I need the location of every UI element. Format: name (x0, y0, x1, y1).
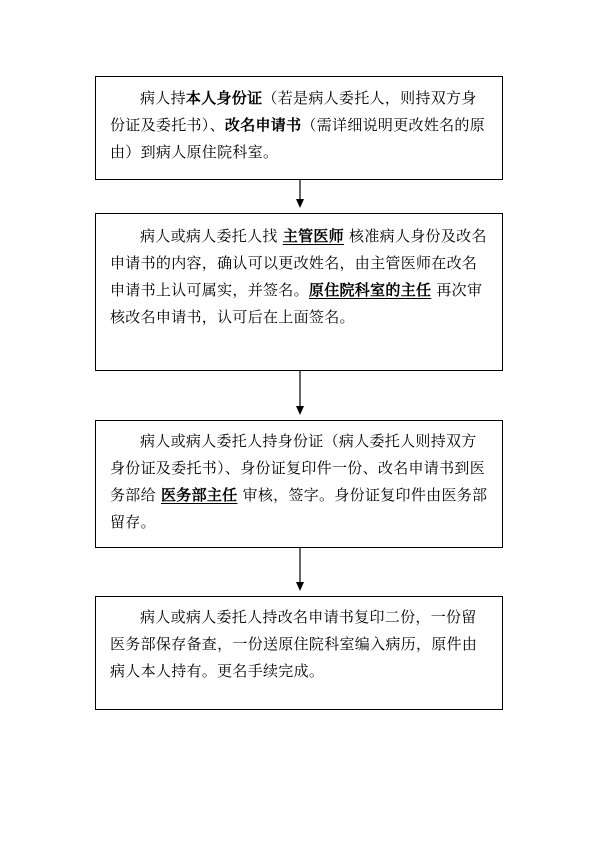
step-1-bold-rename-form: 改名申请书 (224, 116, 302, 134)
step-box-2 (95, 213, 503, 371)
step-2-department-director: 原住院科室的主任 (308, 281, 432, 299)
step-3-medical-director: 医务部主任 (160, 486, 238, 504)
step-box-4 (95, 596, 503, 710)
step-1-seg-0: 病人持 (140, 89, 186, 107)
step-3-seg-0: 病人或病人委托人持身份证（病人委托人则持双方身份证及委托书）、身份证复印件一份、改名申请书到医务部给 (110, 432, 486, 504)
step-1-seg-2: （若是病人委托人，则持双方身份证及委托书）、 (110, 89, 477, 134)
step-2-text (110, 223, 490, 331)
step-2-seg-0: 病人或病人委托人找 (140, 227, 283, 245)
step-2-attending-doctor: 主管医师 (282, 227, 344, 245)
step-2-seg-4: 再次审核改名申请书，认可后在上面签名。 (110, 281, 483, 326)
step-1-bold-id-card: 本人身份证 (185, 89, 263, 107)
step-box-1 (95, 76, 503, 180)
step-1-seg-4: （需详细说明更改姓名的原由）到病人原住院科室。 (110, 116, 486, 161)
arrow-head-2 (296, 406, 304, 415)
step-2-seg-2: 核准病人身份及改名申请书的内容，确认可以更改姓名，由主管医师在改名申请书上认可属实，并签名。 (110, 227, 487, 299)
step-3-text (110, 428, 490, 536)
step-1-text (110, 85, 490, 166)
step-3-seg-2: 审核，签字。身份证复印件由医务部留存。 (110, 486, 488, 531)
arrow-head-1 (296, 199, 304, 208)
step-4-seg-0: 病人或病人委托人持改名申请书复印二份，一份留医务部保存备查，一份送原住院科室编入病历，原件由病人本人持有。更名手续完成。 (110, 608, 478, 680)
arrow-head-3 (296, 582, 304, 591)
step-box-3 (95, 420, 503, 548)
step-4-text (110, 604, 490, 685)
